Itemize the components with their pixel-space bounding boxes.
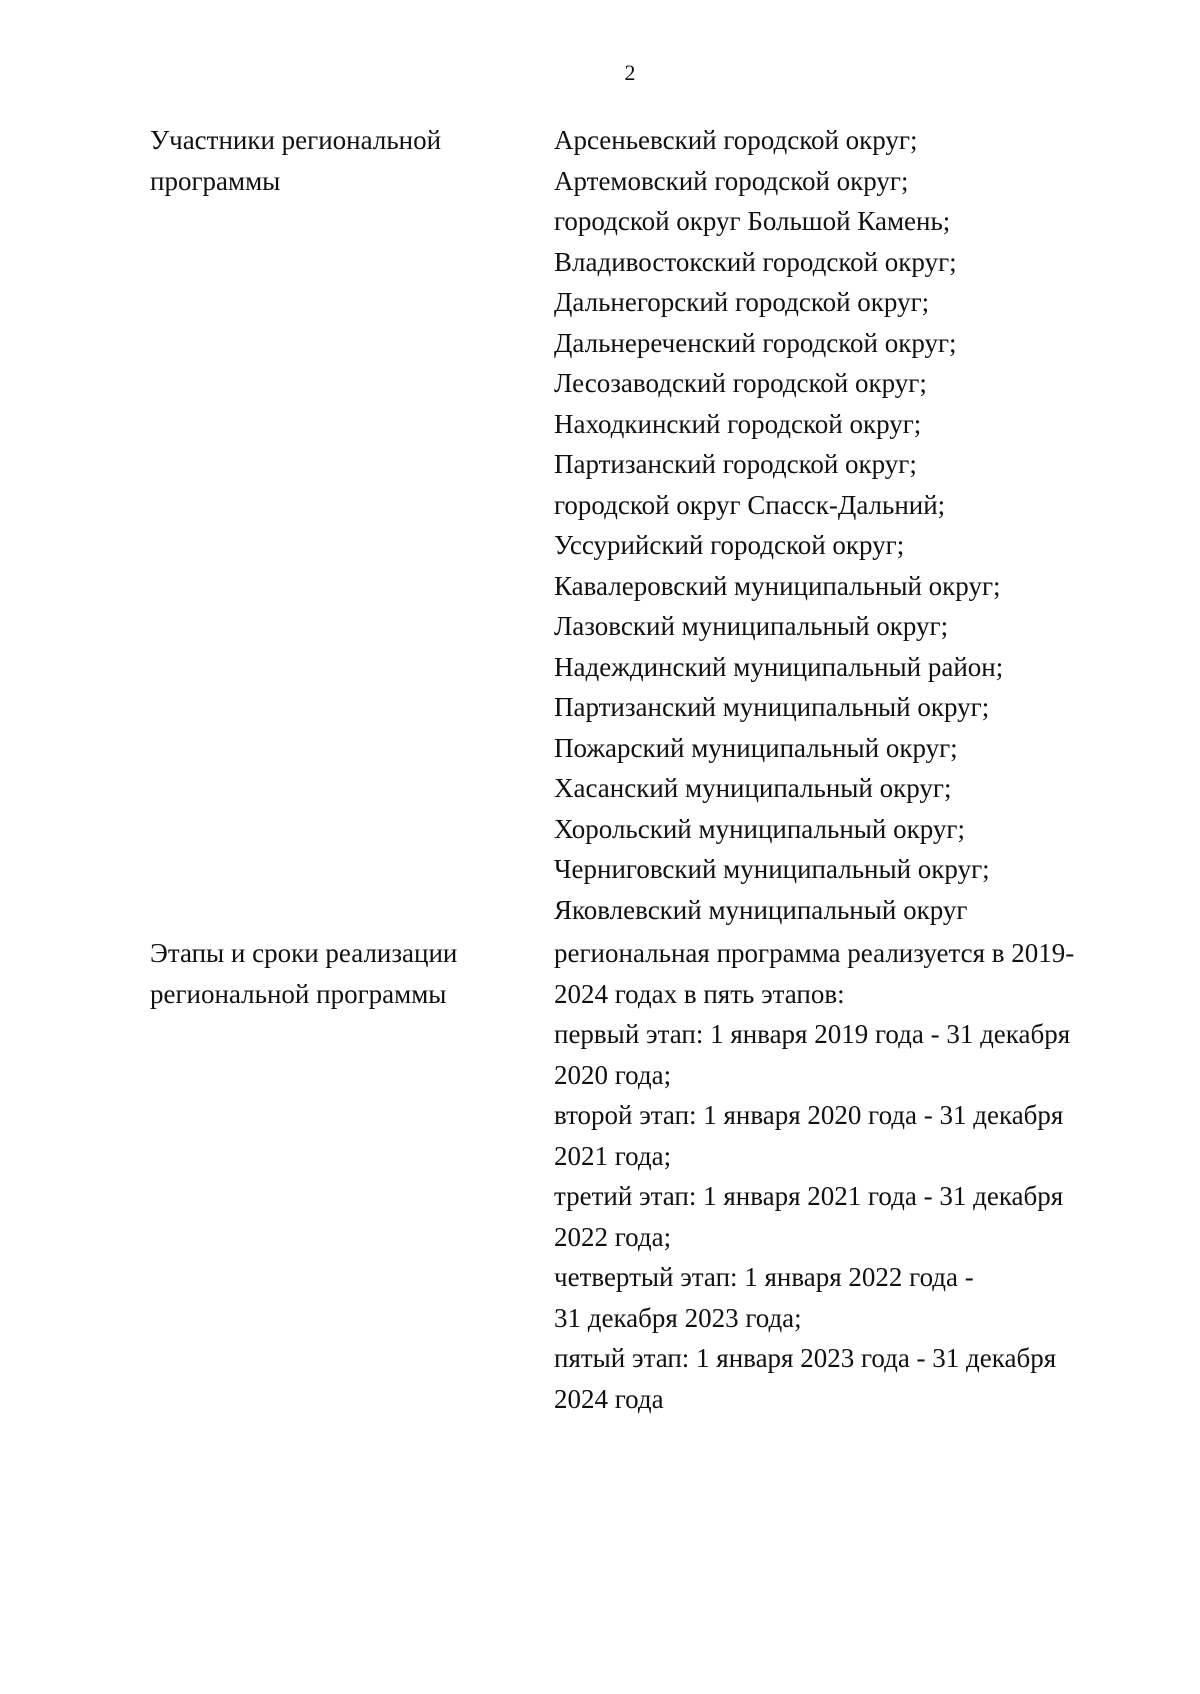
participant-item: Хорольский муниципальный округ; <box>554 813 965 844</box>
participant-item: Пожарский муниципальный округ; <box>554 732 958 763</box>
participants-label-line: Участники региональной <box>150 125 442 155</box>
stages-line: 2020 года; <box>554 1059 672 1090</box>
stages-line: пятый этап: 1 января 2023 года - 31 декабря <box>554 1343 1057 1373</box>
stages-line: четвертый этап: 1 января 2022 года - <box>554 1262 974 1292</box>
stages-line: 2022 года; <box>554 1221 672 1252</box>
participant-item: Лесозаводский городской округ; <box>554 368 927 398</box>
participant-item: Уссурийский городской округ; <box>554 530 905 560</box>
participant-item: Надеждинский муниципальный район; <box>554 651 1004 682</box>
stages-label-line: Этапы и сроки реализации <box>150 938 458 968</box>
stages-line: второй этап: 1 января 2020 года - 31 декабря <box>554 1100 1064 1130</box>
participant-item: Партизанский городской округ; <box>554 449 917 479</box>
participants-label <box>150 120 510 201</box>
participant-item: Находкинский городской округ; <box>554 408 922 439</box>
participant-item: городской округ Большой Камень; <box>554 206 951 236</box>
participants-label-line: программы <box>150 165 281 196</box>
participant-item: Арсеньевский городской округ; <box>554 125 918 155</box>
participant-item: Лазовский муниципальный округ; <box>554 611 949 641</box>
page-number: 2 <box>624 60 636 85</box>
stages-line: третий этап: 1 января 2021 года - 31 декабря <box>554 1181 1064 1211</box>
stages-line: 2024 года <box>554 1383 664 1414</box>
stages-text <box>554 933 1124 1419</box>
stages-line: 2021 года; <box>554 1140 672 1171</box>
participant-item: Дальнереченский городской округ; <box>554 327 957 358</box>
participant-item: городской округ Спасск-Дальний; <box>554 489 946 520</box>
participant-item: Яковлевский муниципальный округ <box>554 894 968 925</box>
participant-item: Партизанский муниципальный округ; <box>554 692 990 722</box>
stages-line: 31 декабря 2023 года; <box>554 1302 802 1333</box>
participant-item: Артемовский городской округ; <box>554 165 909 196</box>
participant-item: Хасанский муниципальный округ; <box>554 773 952 803</box>
participant-item: Владивостокский городской округ; <box>554 246 957 277</box>
participant-item: Черниговский муниципальный округ; <box>554 854 990 884</box>
participants-list <box>554 120 1124 930</box>
stages-line: региональная программа реализуется в 2019- <box>554 938 1075 968</box>
stages-line: первый этап: 1 января 2019 года - 31 декабря <box>554 1019 1071 1049</box>
participant-item: Кавалеровский муниципальный округ; <box>554 570 1001 601</box>
stages-line: 2024 годах в пять этапов: <box>554 978 845 1009</box>
participant-item: Дальнегорский городской округ; <box>554 287 930 317</box>
stages-label <box>150 933 510 1014</box>
stages-label-line: региональной программы <box>150 978 447 1009</box>
